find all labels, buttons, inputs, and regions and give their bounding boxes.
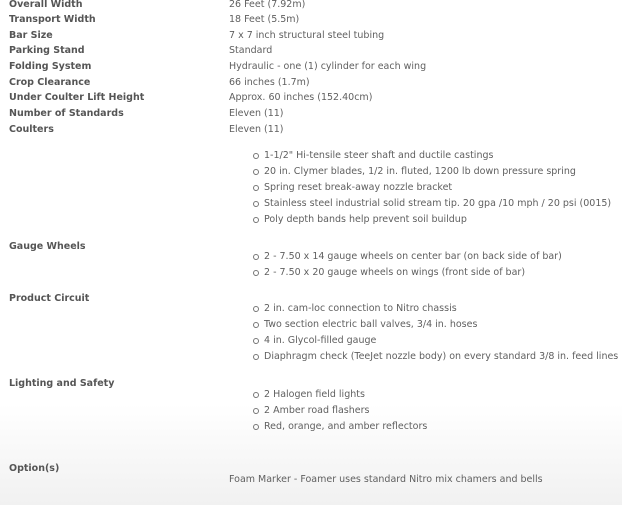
product-circuit-list (253, 301, 618, 365)
spec-label: Parking Stand (9, 45, 85, 56)
spec-value: Standard (229, 45, 273, 56)
list-item: 20 in. Clymer blades, 1/2 in. fluted, 1200 lb down pressure spring (253, 164, 611, 180)
spec-label: Coulters (9, 124, 54, 135)
list-item: Poly depth bands help prevent soil buildup (253, 212, 611, 228)
bullet-icon (253, 185, 259, 191)
list-item: 4 in. Glycol-filled gauge (253, 333, 618, 349)
bullet-icon (253, 338, 259, 344)
spec-label: Bar Size (9, 30, 53, 41)
section-label-gauge-wheels: Gauge Wheels (9, 241, 86, 252)
list-item: 2 Amber road flashers (253, 403, 427, 419)
bullet-icon (253, 217, 259, 223)
bullet-icon (253, 270, 259, 276)
options-value: Foam Marker - Foamer uses standard Nitro mix chamers and bells (229, 474, 543, 485)
list-item: Spring reset break-away nozzle bracket (253, 180, 611, 196)
spec-value: Eleven (11) (229, 124, 284, 135)
coulter-features-list (253, 148, 611, 228)
list-item: Red, orange, and amber reflectors (253, 419, 427, 435)
list-item: 2 Halogen field lights (253, 387, 427, 403)
spec-value: Hydraulic - one (1) cylinder for each wing (229, 61, 427, 72)
bullet-icon (253, 153, 259, 159)
bullet-icon (253, 201, 259, 207)
section-label-product-circuit: Product Circuit (9, 293, 90, 304)
bullet-icon (253, 169, 259, 175)
bullet-icon (253, 408, 259, 414)
spec-label: Under Coulter Lift Height (9, 92, 145, 103)
spec-label: Number of Standards (9, 108, 124, 119)
spec-label: Transport Width (9, 14, 96, 25)
section-label-options: Option(s) (9, 463, 60, 474)
bullet-icon (253, 354, 259, 360)
bullet-icon (253, 424, 259, 430)
section-label-lighting-safety: Lighting and Safety (9, 378, 115, 389)
gauge-wheels-list (253, 249, 562, 281)
spec-value: 18 Feet (5.5m) (229, 14, 300, 25)
list-item: 2 in. cam-loc connection to Nitro chassis (253, 301, 618, 317)
bullet-icon (253, 392, 259, 398)
list-item: 2 - 7.50 x 14 gauge wheels on center bar (on back side of bar) (253, 249, 562, 265)
spec-value: 26 Feet (7.92m) (229, 0, 306, 10)
list-item: 2 - 7.50 x 20 gauge wheels on wings (front side of bar) (253, 265, 562, 281)
spec-label: Overall Width (9, 0, 83, 10)
list-item: Stainless steel industrial solid stream tip. 20 gpa /10 mph / 20 psi (0015) (253, 196, 611, 212)
spec-label: Crop Clearance (9, 77, 91, 88)
bullet-icon (253, 306, 259, 312)
list-item: Diaphragm check (TeeJet nozzle body) on every standard 3/8 in. feed lines (253, 349, 618, 365)
spec-value: Eleven (11) (229, 108, 284, 119)
bullet-icon (253, 254, 259, 260)
spec-value: 66 inches (1.7m) (229, 77, 310, 88)
bullet-icon (253, 322, 259, 328)
spec-value: 7 x 7 inch structural steel tubing (229, 30, 385, 41)
list-item: 1-1/2" Hi-tensile steer shaft and ductile castings (253, 148, 611, 164)
spec-label: Folding System (9, 61, 92, 72)
list-item: Two section electric ball valves, 3/4 in. hoses (253, 317, 618, 333)
spec-value: Approx. 60 inches (152.40cm) (229, 92, 373, 103)
lighting-safety-list (253, 387, 427, 435)
